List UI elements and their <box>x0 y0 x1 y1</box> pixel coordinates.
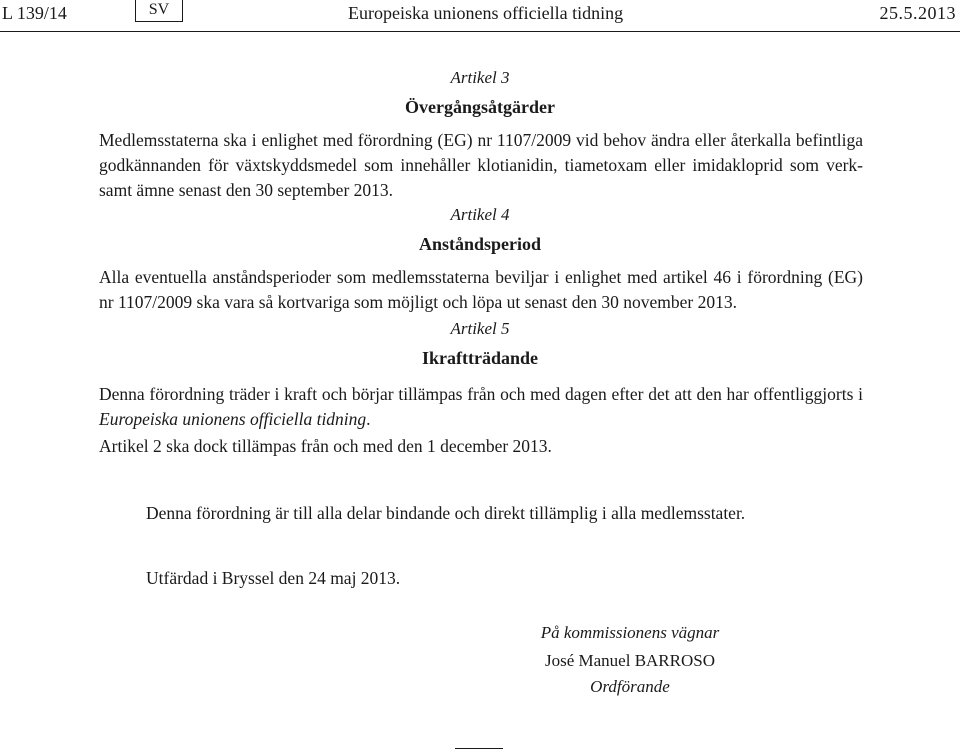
journal-title: Europeiska unionens officiella tidning <box>348 3 624 23</box>
article-5-text-end: . <box>366 409 371 429</box>
signature-on-behalf: På kommissionens vägnar <box>540 623 720 642</box>
journal-header <box>0 0 960 36</box>
article-4-heading: Anståndsperiod <box>418 234 542 254</box>
article-3-paragraph: Medlemsstaterna ska i enlighet med förordning (EG) nr 1107/2009 vid behov ändra eller återkalla befintliga godkännanden för växtskyddsmedel som innehåller klotianidin, tiametoxam eller imidakloprid som verksamt ämne senast den 30 september 2013. <box>99 130 863 200</box>
article-3-heading: Övergångsåtgärder <box>405 97 555 117</box>
header-rule <box>0 31 960 32</box>
article-4-label: Artikel 4 <box>450 205 510 224</box>
journal-reference: Europeiska unionens officiella tidning <box>99 409 367 429</box>
page-reference: L 139/14 <box>2 3 67 23</box>
signatory-name: José Manuel BARROSO <box>544 651 715 670</box>
article-5-text: Denna förordning träder i kraft och börjar tillämpas från och med dagen efter det att den har offentliggjorts i <box>99 384 863 404</box>
publication-date: 25.5.2013 <box>879 3 956 23</box>
article-4-paragraph: Alla eventuella anståndsperioder som medlemsstaterna beviljar i enlighet med artikel 46 i förordning (EG) nr 1107/2009 ska vara så kortvariga som möjligt och löpa ut senast den 30 november 2013. <box>99 267 863 312</box>
article-5-label: Artikel 5 <box>450 319 510 338</box>
language-badge: SV <box>135 0 183 22</box>
done-at-statement: Utfärdad i Bryssel den 24 maj 2013. <box>146 568 401 588</box>
article-5-paragraph-2: Artikel 2 ska dock tillämpas från och med den 1 december 2013. <box>99 436 552 456</box>
footnote-rule <box>455 748 503 749</box>
article-5-heading: Ikraftträdande <box>422 348 538 368</box>
signatory-role: Ordförande <box>590 677 670 696</box>
article-5-paragraph <box>99 382 863 432</box>
article-3-label: Artikel 3 <box>450 68 510 87</box>
binding-statement: Denna förordning är till alla delar bindande och direkt tillämplig i alla medlemsstater. <box>146 503 746 523</box>
